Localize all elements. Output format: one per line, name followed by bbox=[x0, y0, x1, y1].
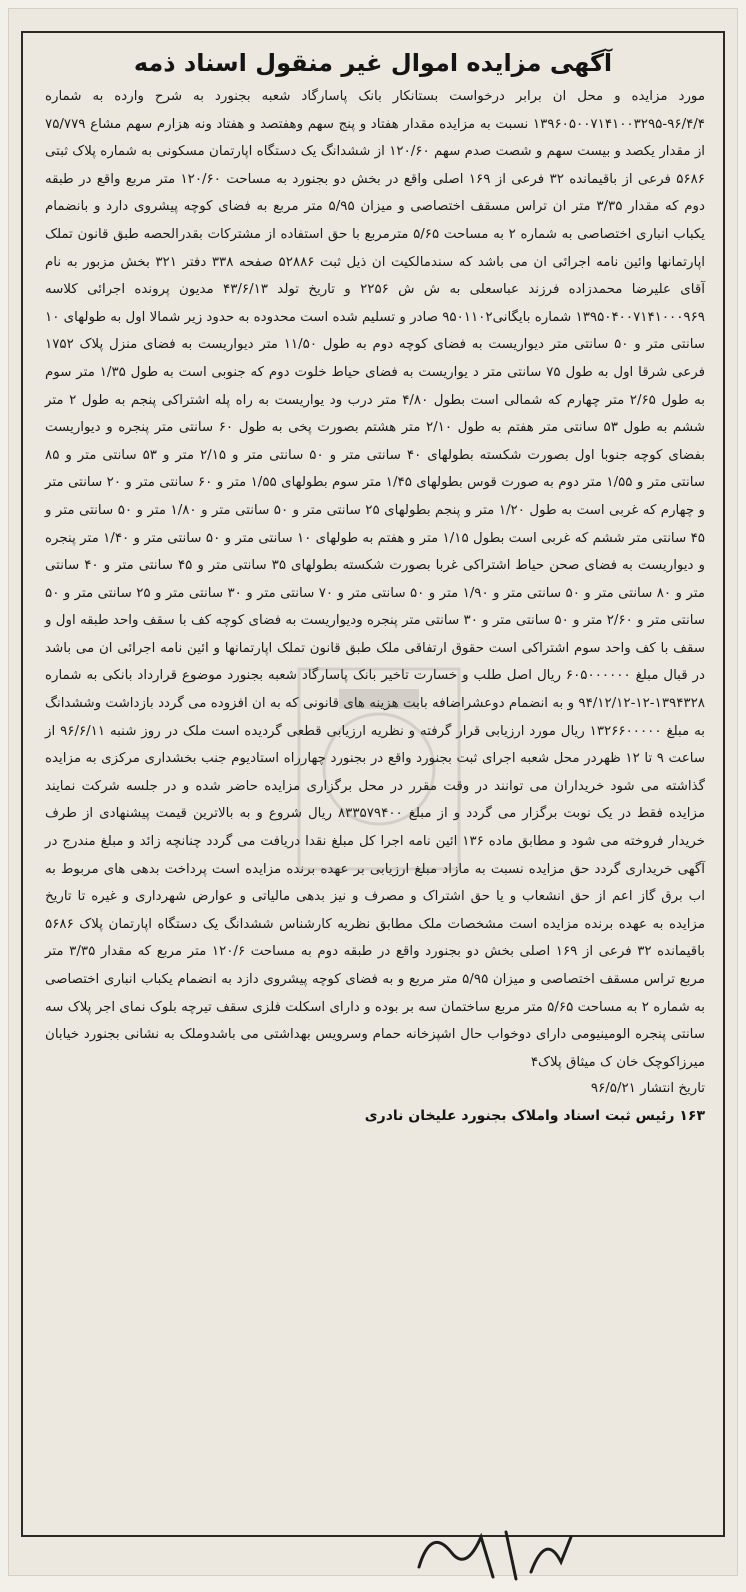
notice-body: مورد مزایده و محل ان برابر درخواست بستانکار بانک پاسارگاد شعبه بجنورد به شرح وارده به شماره ۹۶/۴/۴-۱۳۹۶۰۵۰۰۷۱۴۱۰۰۳۲۹۵ نسبت به مزایده مقدار هفتاد و پنج سهم وهفتصد و هفتاد ونه هزارم سهم مشاع ۷۵/۷۷۹ از مقدار یکصد و بیست سهم و شصت صدم سهم ۱۲۰/۶۰ از ششدانگ یک دستگاه اپارتمان مسکونی به شماره پلاک ثبتی ۵۶۸۶ فرعی از باقیمانده ۳۲ فرعی از ۱۶۹ اصلی واقع در بخش دو بجنورد به مساحت ۱۲۰/۶۰ متر مربع واقع در طبقه دوم که مقدار ۳/۳۵ متر ان تراس مسقف اختصاصی و میزان ۵/۹۵ متر مربع به فضای کوچه پیشروی دارد و بانضمام یکباب انباری اختصاصی به شماره ۲ به مساحت ۵/۶۵ مترمربع با حق استفاده از مشترکات بقدرالحصه طبق قانون تملک اپارتمانها وائین نامه اجرائی ان می باشد که سندمالکیت ان ذیل ثبت ۵۲۸۸۶ صفحه ۳۳۸ دفتر ۳۲۱ بخش مزبور به نام آقای علیرضا محمدزاده فرزند عباسعلی به ش ش ۲۲۵۶ و تاریخ تولد ۴۳/۶/۱۳ مدیون پرونده اجرائی کلاسه ۱۳۹۵۰۴۰۰۷۱۴۱۰۰۰۹۶۹ شماره بایگانی۹۵۰۱۱۰۲ صادر و تسلیم شده است محدوده به حدود زیر شمالا اول به طولهای ۱۰ سانتی متر و ۵۰ سانتی متر دیواریست به فضای کوچه دوم به طول ۱۱/۵۰ متر دیواریست به فضای منزل پلاک ۱۷۵۲ فرعی شرقا اول به طول ۷۵ سانتی متر د یواریست به فضای حیاط خلوت دوم که جنوبی است به طول ۱/۳۵ متر سوم به طول ۲/۶۵ متر چهارم که شمالی است بطول ۴/۸۰ متر درب ود یواریست به راه پله اشتراکی پنجم به طول ۲ متر ششم به طول ۵۳ سانتی متر هفتم به طول ۲/۱۰ متر هشتم بصورت پخی به طول ۶۰ سانتی متر پنجره و دیواریست بفضای کوچه جنوبا اول بصورت شکسته بطولهای ۴۰ سانتی متر و ۵۰ سانتی متر و ۲/۱۵ متر و ۵۳ سانتی متر و ۸۵ سانتی متر و ۱/۵۵ متر دوم به صورت قوس بطولهای ۱/۴۵ متر سوم بطولهای ۱/۵۵ متر و ۶۰ سانتی متر و ۲۰ سانتی متر و چهارم که غربی است به طول ۱/۲۰ متر و پنجم بطولهای ۲۵ سانتی متر و ۵۰ سانتی متر و ۱/۸۰ متر و ۵۰ سانتی متر و ۴۵ سانتی متر ششم که غربی است بطول ۱/۱۵ متر و هفتم به طولهای ۱۰ سانتی متر و ۵۰ سانتی متر و ۱/۴۰ متر پنجره و دیواریست به فضای صحن حیاط اشتراکی غربا بصورت شکسته بطولهای ۳۵ سانتی متر و ۴۵ سانتی متر و ۴۰ سانتی متر و ۸۰ سانتی متر و ۵۰ سانتی متر و ۱/۹۰ متر و ۵۰ سانتی متر و ۷۰ سانتی متر و ۳۰ سانتی متر و ۲۵ سانتی متر و ۵۰ سانتی متر و ۲/۶۰ متر و ۵۰ سانتی متر و ۳۰ سانتی متر پنجره ودیواریست به فضای کوچه کف با سقف واحد طبقه اول و سقف با کف واحد سوم اشتراکی است حقوق ارتفاقی ملک طبق قانون تملک اپارتمانها و ائین نامه اجرائی ان می باشد در قبال مبلغ ۶۰۵۰۰۰۰۰۰ ریال اصل طلب و خسارت تاخیر بانک پاسارگاد شعبه بجنورد موضوع قرارداد بانکی به شماره ۱۳۹۴۳۲۸-۱۲-۹۴/۱۲/۱۲ و به انضمام دوعشراضافه بابت هزینه های قانونی که به ان افزوده می گردد بازداشت وششدانگ به مبلغ ۱۳۲۶۶۰۰۰۰۰ ریال مورد ارزیابی قرار گرفته و نظریه ارزیابی قطعی گردیده است ملک در روز شنبه ۹۶/۶/۱۱ از ساعت ۹ تا ۱۲ ظهردر محل شعبه اجرای ثبت بجنورد واقع در بجنورد چهارراه استادیوم جنب بخشداری مرکزی به مزایده گذاشته می شود خریداران می توانند در وقت مقرر در محل برگزاری مزایده حاضر شده و در جلسه شرکت نمایند مزایده فقط در یک نوبت برگزار می گردد و از مبلغ ۸۳۳۵۷۹۴۰۰ ریال شروع و به بالاترین قیمت پیشنهادی از طرف خریدار فروخته می شود و مطابق ماده ۱۳۶ ائین نامه اجرا کل مبلغ نقدا دریافت می گردد چنانچه زائد و مبلغ مندرج در آگهی خریداری گردد حق مزایده نسبت به مازاد مبلغ ارزیابی بر عهده برنده مزایده است پرداخت بدهی های مربوط به اب برق گاز اعم از حق انشعاب و یا حق اشتراک و مصرف و نیز بدهی مالیاتی و عوارض شهرداری و غیره تا تاریخ مزایده به عهده برنده مزایده است مشخصات ملک مطابق نظریه کارشناس ششدانگ یک دستگاه اپارتمان پلاک ۵۶۸۶ باقیمانده ۳۲ فرعی از ۱۶۹ اصلی بخش دو بجنورد واقع در طبقه دوم به مساحت ۱۲۰/۶ متر مربع که مقدار ۳/۳۵ متر مربع تراس مسقف اختصاصی و میزان ۵/۹۵ متر مربع و به فضای کوچه پیشروی دازد به انضمام یکباب انباری اختصاصی به شماره ۲ به مساحت ۵/۶۵ متر مربع ساختمان سه بر بوده و دارای اسکلت فلزی سقف تیرچه بلوک نمای اجر پلاک سه سانتی پنجره الومینیومی دارای دوخواب حال اشپزخانه حمام وسرویس بهداشتی می باشدوملک به نشانی بجنورد خیابان میرزاکوچک خان ک میثاق پلاک۴ bbox=[45, 89, 706, 1070]
newspaper-clipping bbox=[8, 8, 738, 1576]
notice-title: آگهی مزایده اموال غیر منقول اسناد ذمه bbox=[133, 49, 613, 77]
publication-date: تاریخ انتشار ۹۶/۵/۲۱ bbox=[590, 1081, 705, 1097]
notice-frame bbox=[21, 31, 725, 1537]
signature-line: ۱۶۳ رئیس ثبت اسناد واملاک بجنورد علیخان نادری bbox=[364, 1108, 705, 1125]
